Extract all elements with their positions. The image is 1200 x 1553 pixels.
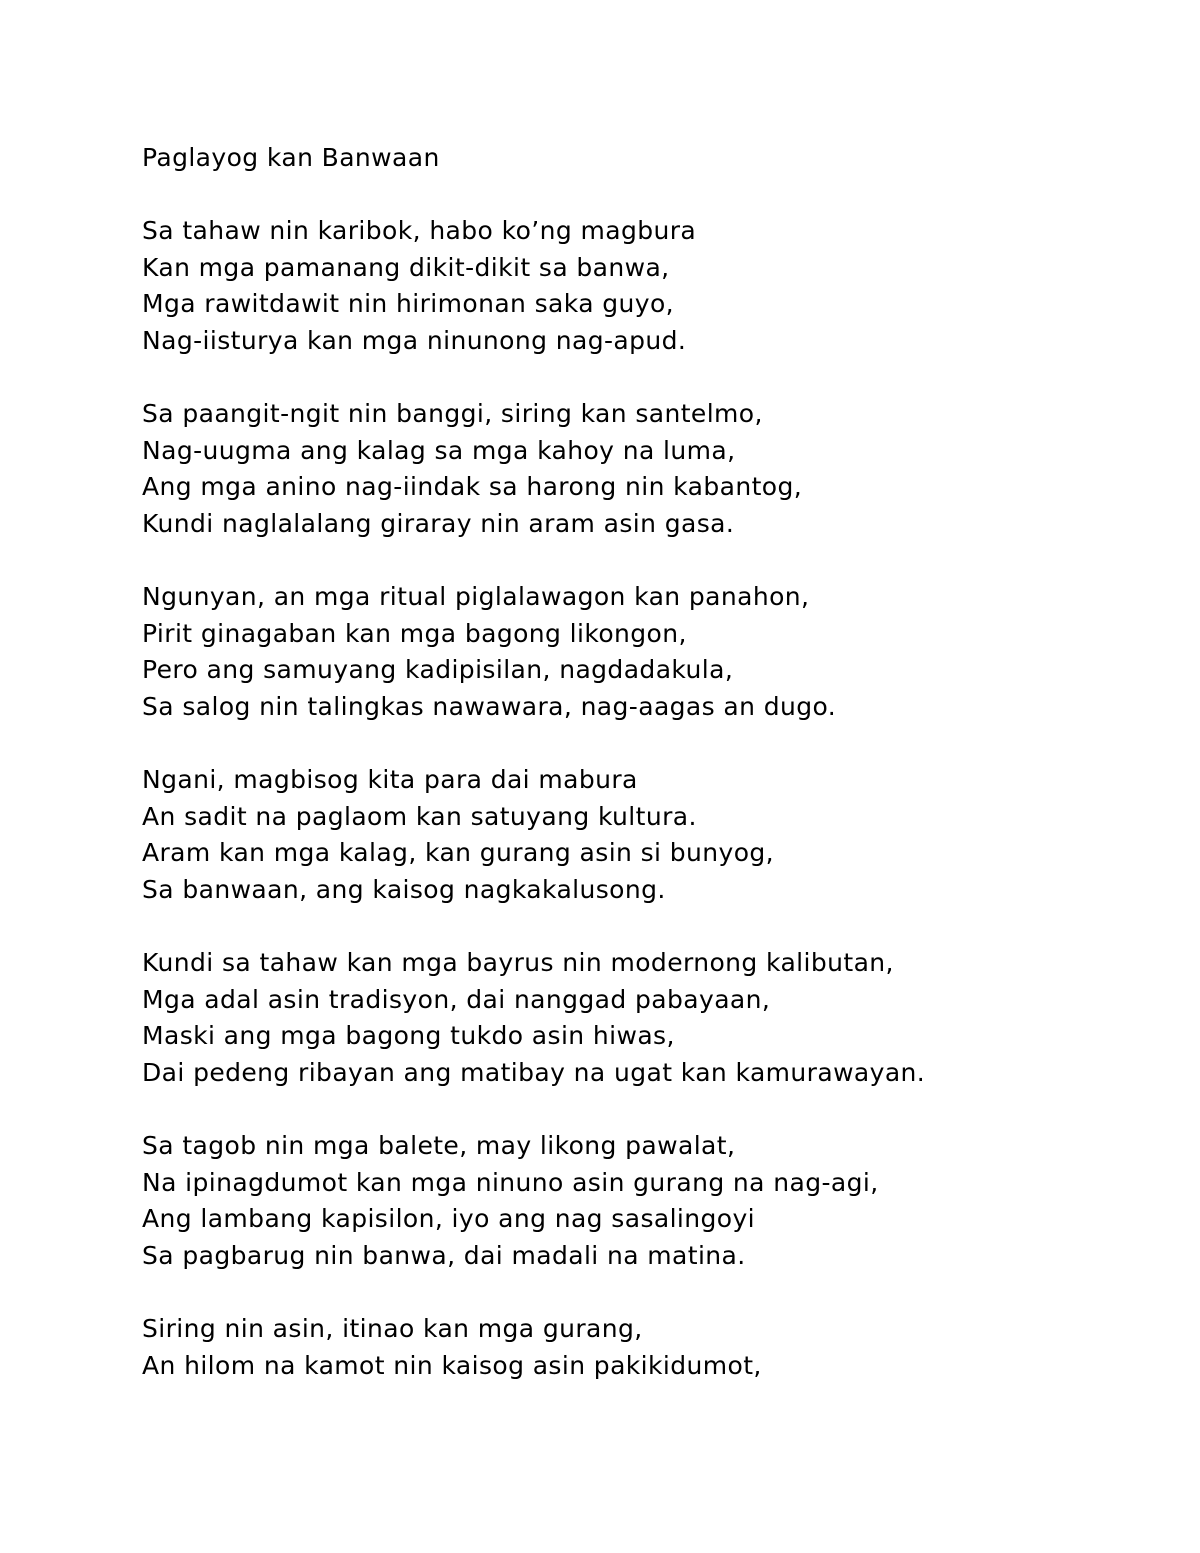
stanza-6 bbox=[142, 1128, 1122, 1274]
poem-line: Na ipinagdumot kan mga ninuno asin gurang na nag-agi, bbox=[142, 1167, 879, 1197]
poem-line: Mga adal asin tradisyon, dai nanggad pabayaan, bbox=[142, 984, 771, 1014]
stanza-spacer bbox=[142, 908, 1122, 945]
stanza-spacer bbox=[142, 1091, 1122, 1128]
poem-line: Sa salog nin talingkas nawawara, nag-aagas an dugo. bbox=[142, 691, 837, 721]
poem-line: Pero ang samuyang kadipisilan, nagdadakula, bbox=[142, 655, 734, 685]
stanza-3 bbox=[142, 579, 1122, 725]
poem-line: An hilom na kamot nin kaisog asin pakikidumot, bbox=[142, 1350, 762, 1380]
poem-line: Sa banwaan, ang kaisog nagkakalusong. bbox=[142, 874, 666, 904]
poem-title: Paglayog kan Banwaan bbox=[142, 143, 440, 172]
stanza-spacer bbox=[142, 543, 1122, 580]
stanza-spacer bbox=[142, 177, 1122, 214]
poem-line: Mga rawitdawit nin hirimonan saka guyo, bbox=[142, 289, 675, 319]
poem-line: Pirit ginagaban kan mga bagong likongon, bbox=[142, 618, 687, 648]
poem-line: Ngunyan, an mga ritual piglalawagon kan panahon, bbox=[142, 582, 810, 612]
stanza-spacer bbox=[142, 1274, 1122, 1311]
poem-line: Siring nin asin, itinao kan mga gurang, bbox=[142, 1314, 643, 1343]
poem-line: Nag-iisturya kan mga ninunong nag-apud. bbox=[142, 325, 687, 355]
poem-line: Sa paangit-ngit nin banggi, siring kan santelmo, bbox=[142, 399, 763, 429]
poem-line: An sadit na paglaom kan satuyang kultura. bbox=[142, 801, 697, 831]
stanza-2 bbox=[142, 396, 1122, 542]
poem-line: Kundi sa tahaw kan mga bayrus nin modernong kalibutan, bbox=[142, 948, 894, 978]
stanza-7 bbox=[142, 1311, 1122, 1384]
poem-line: Ang lambang kapisilon, iyo ang nag sasalingoyi bbox=[142, 1204, 756, 1234]
poem-line: Aram kan mga kalag, kan gurang asin si bunyog, bbox=[142, 838, 775, 868]
poem-line: Maski ang mga bagong tukdo asin hiwas, bbox=[142, 1021, 675, 1051]
stanza-5 bbox=[142, 945, 1122, 1091]
poem-line: Kundi naglalalang giraray nin aram asin gasa. bbox=[142, 508, 735, 538]
stanza-spacer bbox=[142, 360, 1122, 397]
poem-line: Ngani, magbisog kita para dai mabura bbox=[142, 765, 638, 795]
poem-line: Sa tagob nin mga balete, may likong pawalat, bbox=[142, 1131, 736, 1161]
stanza-4 bbox=[142, 762, 1122, 908]
poem-line: Kan mga pamanang dikit-dikit sa banwa, bbox=[142, 252, 670, 282]
stanza-spacer bbox=[142, 726, 1122, 763]
poem-line: Dai pedeng ribayan ang matibay na ugat kan kamurawayan. bbox=[142, 1057, 926, 1087]
poem-line: Sa tahaw nin karibok, habo ko’ng magbura bbox=[142, 216, 697, 246]
poem-line: Nag-uugma ang kalag sa mga kahoy na luma, bbox=[142, 435, 736, 465]
poem-body bbox=[142, 140, 1122, 1384]
poem-line: Sa pagbarug nin banwa, dai madali na matina. bbox=[142, 1240, 746, 1270]
poem-line: Ang mga anino nag-iindak sa harong nin kabantog, bbox=[142, 472, 803, 502]
stanza-1 bbox=[142, 213, 1122, 359]
